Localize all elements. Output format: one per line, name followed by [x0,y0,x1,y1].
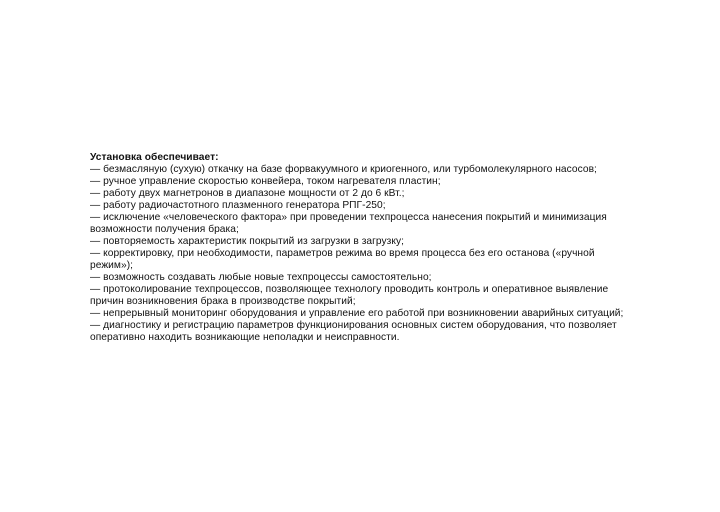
list-item: — диагностику и регистрацию параметров функционирования основных систем оборудования, что позволяет оперативно находить возникающие неполадки и неисправности. [90,320,617,343]
list-item: — непрерывный мониторинг оборудования и управление его работой при возникновении аварийных ситуаций; [90,308,624,319]
list-item: — протоколирование техпроцессов, позволяющее технологу проводить контроль и оперативное выявление причин возникновения брака в производстве покрытий; [90,284,609,307]
list-item: — безмасляную (сухую) откачку на базе форвакуумного и криогенного, или турбомолекулярного насосов; [90,164,597,175]
document-body [90,152,638,344]
list-item: — работу радиочастотного плазменного генератора РПГ-250; [90,200,386,211]
list-item: — исключение «человеческого фактора» при проведении техпроцесса нанесения покрытий и минимизация возможности получения брака; [90,212,607,235]
list-item: — ручное управление скоростью конвейера, током нагревателя пластин; [90,176,441,187]
list-item: — работу двух магнетронов в диапазоне мощности от 2 до 6 кВт.; [90,188,405,199]
list-item: — корректировку, при необходимости, параметров режима во время процесса без его останова («ручной режим»); [90,248,595,271]
list-item: — возможность создавать любые новые техпроцессы самостоятельно; [90,272,432,283]
list-item: — повторяемость характеристик покрытий из загрузки в загрузку; [90,236,405,247]
document-heading: Установка обеспечивает: [90,152,219,163]
